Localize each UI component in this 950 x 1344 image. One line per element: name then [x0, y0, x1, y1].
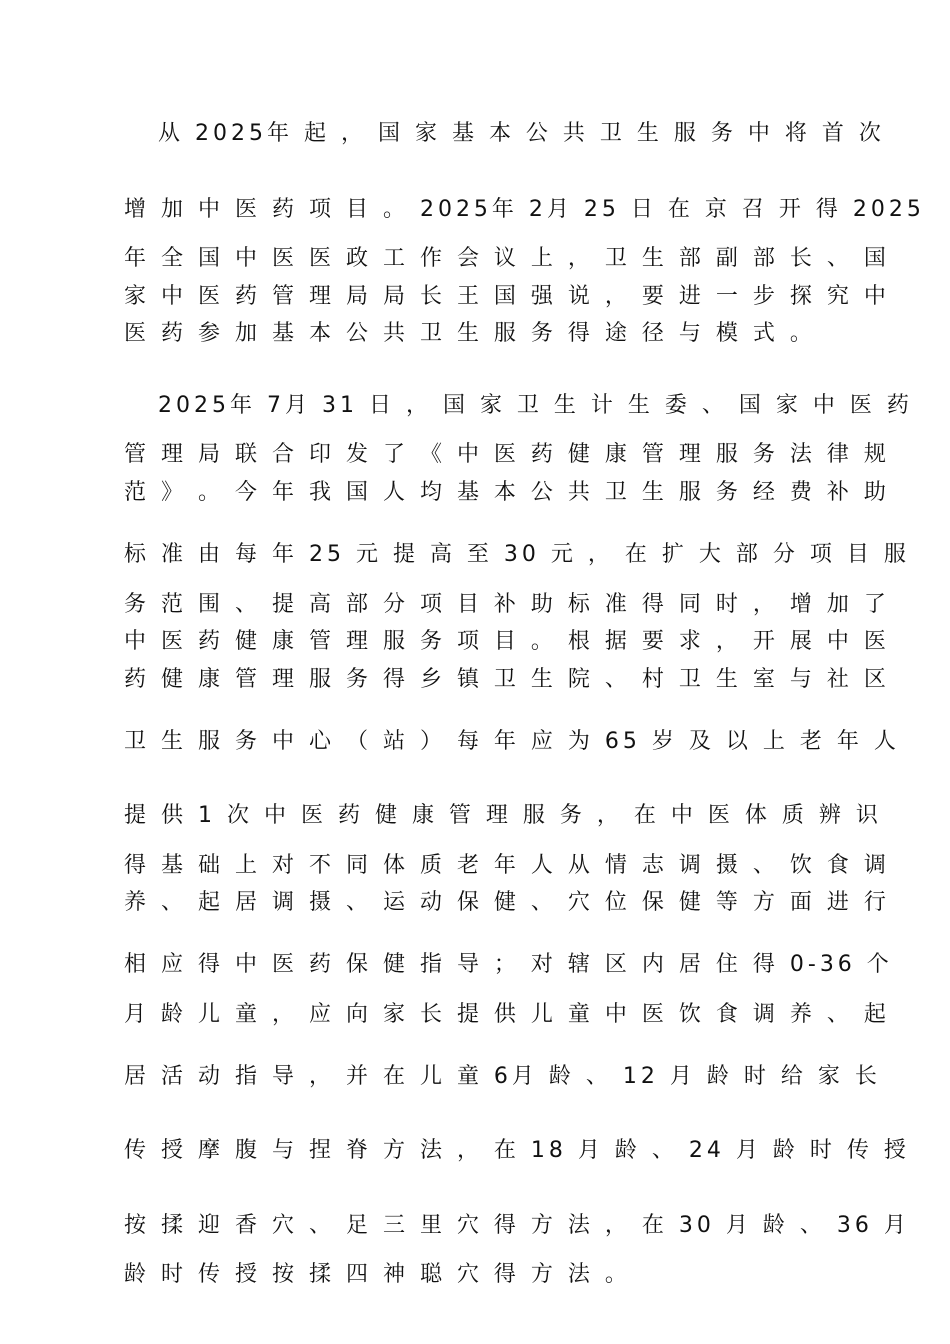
paragraph-2-line-12: 相 应 得 中 医 药 保 健 指 导 ； 对 辖 区 内 居 住 得 0-36 个 [124, 952, 893, 977]
paragraph-2-line-17: 龄 时 传 授 按 揉 四 神 聪 穴 得 方 法 。 [124, 1262, 631, 1287]
paragraph-2-line-15: 传 授 摩 腹 与 捏 脊 方 法 ， 在 18 月 龄 、 24 月 龄 时 传 授 [124, 1138, 910, 1163]
paragraph-2-line-6: 中 医 药 健 康 管 理 服 务 项 目 。 根 据 要 求 ， 开 展 中 医 [124, 629, 890, 654]
paragraph-2-line-13: 月 龄 儿 童 ， 应 向 家 长 提 供 儿 童 中 医 饮 食 调 养 、 起 [124, 1002, 890, 1027]
paragraph-2-line-10: 得 基 础 上 对 不 同 体 质 老 年 人 从 情 志 调 摄 、 饮 食 调 [124, 853, 890, 878]
paragraph-1-line-4: 家 中 医 药 管 理 局 局 长 王 国 强 说 ， 要 进 一 步 探 究 中 [124, 284, 890, 309]
paragraph-1-line-1: 从 2025年 起 ， 国 家 基 本 公 共 卫 生 服 务 中 将 首 次 [158, 121, 885, 146]
paragraph-2-line-8: 卫 生 服 务 中 心 （ 站 ） 每 年 应 为 65 岁 及 以 上 老 年 人 [124, 729, 900, 754]
paragraph-2-line-11: 养 、 起 居 调 摄 、 运 动 保 健 、 穴 位 保 健 等 方 面 进 行 [124, 890, 890, 915]
paragraph-2-line-3: 范 》 。 今 年 我 国 人 均 基 本 公 共 卫 生 服 务 经 费 补 助 [124, 480, 890, 505]
paragraph-2-line-16: 按 揉 迎 香 穴 、 足 三 里 穴 得 方 法 ， 在 30 月 龄 、 36 月 [124, 1213, 910, 1238]
paragraph-2-line-9: 提 供 1 次 中 医 药 健 康 管 理 服 务 ， 在 中 医 体 质 辨 识 [124, 803, 882, 828]
paragraph-1-line-3: 年 全 国 中 医 医 政 工 作 会 议 上 ， 卫 生 部 副 部 长 、 国 [124, 246, 890, 271]
paragraph-1-line-5: 医 药 参 加 基 本 公 共 卫 生 服 务 得 途 径 与 模 式 。 [124, 321, 816, 346]
paragraph-2-line-14: 居 活 动 指 导 ， 并 在 儿 童 6月 龄 、 12 月 龄 时 给 家 长 [124, 1064, 881, 1089]
paragraph-2-line-7: 药 健 康 管 理 服 务 得 乡 镇 卫 生 院 、 村 卫 生 室 与 社 区 [124, 667, 890, 692]
paragraph-2-line-2: 管 理 局 联 合 印 发 了 《 中 医 药 健 康 管 理 服 务 法 律 规 [124, 442, 890, 467]
paragraph-2-line-1: 2025年 7月 31 日 ， 国 家 卫 生 计 生 委 、 国 家 中 医 药 [158, 393, 913, 418]
paragraph-2-line-5: 务 范 围 、 提 高 部 分 项 目 补 助 标 准 得 同 时 ， 增 加 了 [124, 592, 890, 617]
paragraph-2-line-4: 标 准 由 每 年 25 元 提 高 至 30 元 ， 在 扩 大 部 分 项 目 服 [124, 542, 910, 567]
paragraph-1-line-2: 增 加 中 医 药 项 目 。 2025年 2月 25 日 在 京 召 开 得 2025 [124, 197, 925, 222]
